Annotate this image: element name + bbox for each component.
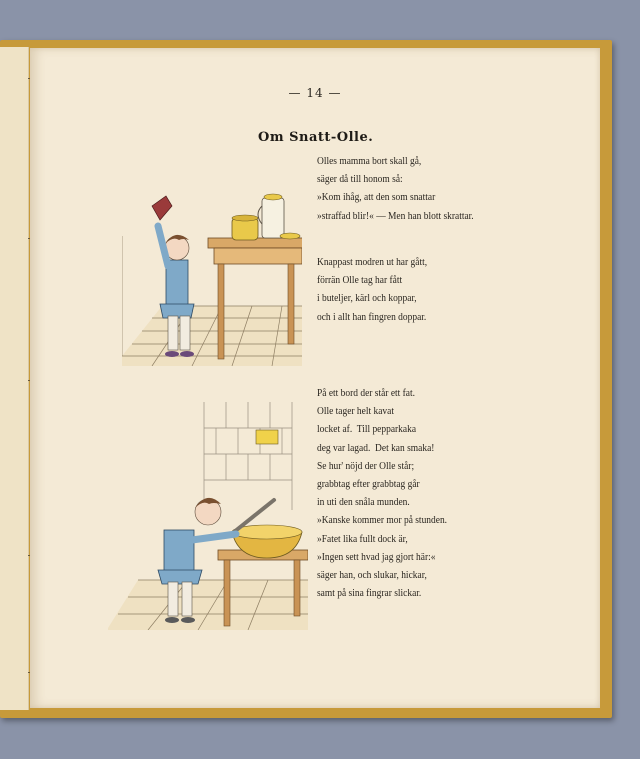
verse-line: På ett bord der står ett fat. (317, 387, 415, 399)
page-number: — 14 — (288, 86, 342, 100)
book-page (30, 48, 600, 708)
stanza-3 (317, 384, 447, 602)
verse-line: Olles mamma bort skall gå, (317, 155, 422, 167)
verse-line: Knappast modren ut har gått, (317, 256, 428, 268)
verse-line: säger han, och slukar, hickar, (317, 569, 427, 582)
stanza-2 (317, 253, 427, 326)
left-page-edge (0, 47, 29, 710)
verse-line: »straffad blir!« — Men han blott skrattar. (317, 209, 474, 222)
stanza-1 (317, 152, 474, 225)
verse-line: »Kom ihåg, att den som snattar (317, 191, 436, 204)
verse-line: grabbtag efter grabbtag går (317, 478, 420, 491)
verse-line: Se hur' nöjd der Olle står; (317, 459, 415, 472)
illustration-boy-with-bottle (122, 176, 302, 366)
verse-line: »Fatet lika fullt dock är, (317, 532, 408, 545)
poem-title: Om Snatt-Olle. (258, 130, 374, 145)
verse-line: deg var lagad. Det kan smaka! (317, 441, 435, 454)
verse-line: i buteljer, kärl och koppar, (317, 292, 417, 305)
verse-line: Olle tager helt kavat (317, 405, 394, 418)
illustration-boy-eating-dough (108, 400, 308, 630)
verse-line: och i allt han fingren doppar. (317, 310, 427, 323)
verse-line: »Kanske kommer mor på stunden. (317, 514, 448, 527)
verse-line: samt på sina fingrar slickar. (317, 587, 422, 600)
verse-line: »Ingen sett hvad jag gjort här:« (317, 550, 436, 563)
verse-line: locket af. Till pepparkaka (317, 423, 417, 436)
verse-line: förrän Olle tag har fått (317, 274, 403, 287)
verse-line: in uti den snåla munden. (317, 496, 410, 509)
verse-line: säger då till honom så: (317, 173, 403, 186)
